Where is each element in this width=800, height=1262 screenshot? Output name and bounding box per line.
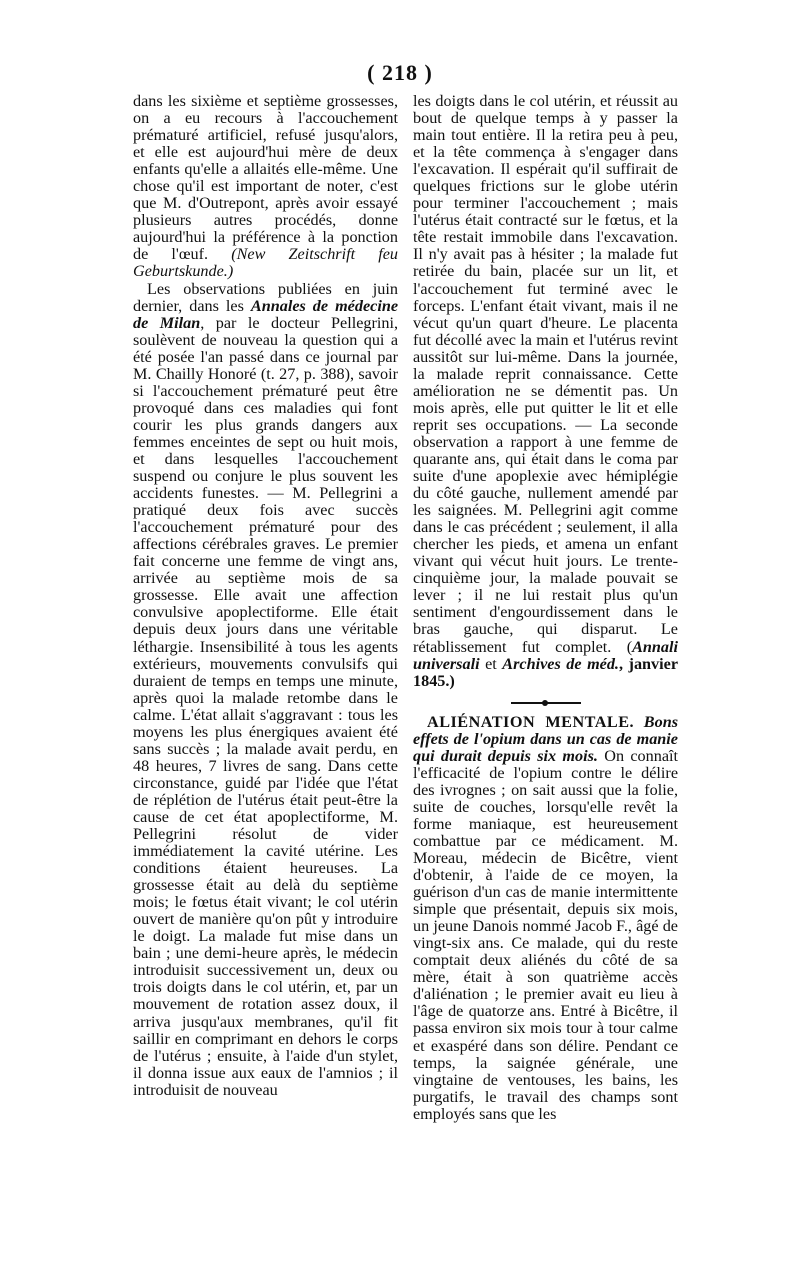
paragraph-text: les doigts dans le col utérin, et réussit au bout de quelque temps à y passer la main tout entière. Il la retira peu à peu, et la tête commença à s'engager dans l'excavation. Il espérait qu'il suffirait de quelques frictions sur le globe utérin pour terminer l'accouchement ; mais l'utérus était contracté sur le fœtus, et la tête restait immobile dans l'excavation. Il n'y avait pas à hésiter ; la malade fut retirée du bain, placée sur un lit, et l'accouchement fut terminé avec le forceps. L'enfant était vivant, mais il ne vécut qu'un quart d'heure. Le placenta fut décollé avec la main et l'utérus revint aussitôt sur lui-même. Dans la journée, la malade reprit connaissance. Cette amélioration ne se démentit pas. Un mois après, elle put quitter le lit et elle reprit ses occupations. — La seconde observation a rapport à une femme de quarante ans, qui était dans le coma par suite d'une apoplexie avec hémiplégie du côté gauche, nullement amendé par les saignées. M. Pellegrini agit comme dans le cas précédent ; seulement, il alla chercher les pieds, et amena un enfant vivant qui vécut huit jours. Le trente-cinquième jour, la malade pouvait se lever ; il ne lui restait plus qu'un sentiment d'engourdissement dans le bras gauche, qui disparut. Le rétablissement fut complet. ( bbox=[413, 92, 678, 656]
citation-conjunction: et bbox=[479, 654, 503, 673]
citation-journal: Annali universali bbox=[413, 637, 678, 673]
journal-title: Annales de médecine de Milan bbox=[133, 296, 399, 332]
section bbox=[413, 714, 678, 1123]
section-title: ALIÉNATION MENTALE. bbox=[427, 712, 635, 731]
citation-date: , janvier 1845.) bbox=[413, 654, 678, 690]
citation-journal: Archives de méd. bbox=[502, 654, 619, 673]
left-column bbox=[133, 93, 398, 1099]
section-separator bbox=[511, 702, 581, 704]
paragraph-text: , par le docteur Pellegrini, soulèvent de nouveau la question qui a été posée l'an passé dans ce journal par M. Chailly Honoré (t. 27, p. 388), savoir si l'accouchement prématuré peut être provoqué dans ces maladies qui font courir les plus grands dangers aux femmes enceintes de sept ou huit mois, et dans lesquelles l'accouchement suspend ou conjure le plus souvent les accidents funestes. — M. Pellegrini a pratiqué deux fois avec succès l'accouchement prématuré pour des affections cérébrales graves. Le premier fait concerne une femme de vingt ans, arrivée au septième mois de sa grossesse. Elle avait une affection convulsive apoplectiforme. Elle était depuis deux jours dans une véritable léthargie. Insensibilité à tous les agents extérieurs, mouvements convulsifs qui duraient de temps en temps une minute, après quoi la malade retombe dans le calme. L'état allait s'aggravant : tous les moyens les plus énergiques avaient été sans succès ; la malade avait perdu, en 48 heures, 7 livres de sang. Dans cette circonstance, guidé par l'idée que l'état de réplétion de l'utérus était peut-être la cause de cet état apoplectiforme, M. Pellegrini résolut de vider immédiatement la cavité utérine. Les conditions étaient heureuses. La grossesse était au delà du septième mois; le fœtus était vivant; le col utérin ouvert de manière qu'on pût y introduire le doigt. La malade fut mise dans un bain ; une demi-heure après, le médecin introduisit successivement un, deux ou trois doigts dans le col utérin, et, par un mouvement de rotation assez doux, il arriva jusqu'aux membranes, qu'il fit saillir en comprimant en dehors le corps de l'utérus ; ensuite, à l'aide d'un stylet, il donna issue aux eaux de l'amnios ; il introduisit de nouveau bbox=[133, 313, 398, 1099]
page-number: ( 218 ) bbox=[367, 60, 433, 85]
section-subtitle: Bons effets de l'opium dans un cas de manie qui durait depuis six mois. bbox=[413, 712, 678, 765]
paragraph bbox=[133, 93, 398, 281]
paragraph-text: Les observations publiées en juin dernier, dans les bbox=[133, 279, 398, 315]
citation: (New Zeitschrift feu Geburtskunde.) bbox=[133, 245, 399, 281]
paragraph-text: dans les sixième et septième grossesses, on a eu recours à l'accouchement prématuré artificiel, refusé jusqu'alors, et elle est aujourd'hui mère de deux enfants qu'elle a allaités elle-même. Une chose qu'il est important de noter, c'est que M. d'Outrepont, après avoir essayé plusieurs autres procédés, donne aujourd'hui la préférence à la ponction de l'œuf. bbox=[133, 92, 398, 264]
right-column bbox=[413, 93, 678, 1123]
paragraph bbox=[413, 93, 678, 690]
paragraph bbox=[133, 281, 398, 1099]
paragraph-text: On connaît l'efficacité de l'opium contre le délire des ivrognes ; on sait aussi que la folie, suite de couches, lorsqu'elle revêt la forme maniaque, est heureusement combattue par ce médicament. M. Moreau, médecin de Bicêtre, vient d'obtenir, à l'aide de ce moyen, la guérison d'un cas de manie intermittente simple que présentait, depuis six mois, un jeune Danois nommé Jacob F., âgé de vingt-six ans. Ce malade, qui du reste comptait deux aliénés du côté de sa mère, était à son quatrième accès d'aliénation ; le premier avait eu lieu à l'âge de quatorze ans. Entré à Bicêtre, il passa environ six mois tour à tour calme et exaspéré dans son délire. Pendant ce temps, la saignée générale, une vingtaine de ventouses, les bains, les purgatifs, le travail des champs sont employés sans que les bbox=[413, 746, 679, 1123]
